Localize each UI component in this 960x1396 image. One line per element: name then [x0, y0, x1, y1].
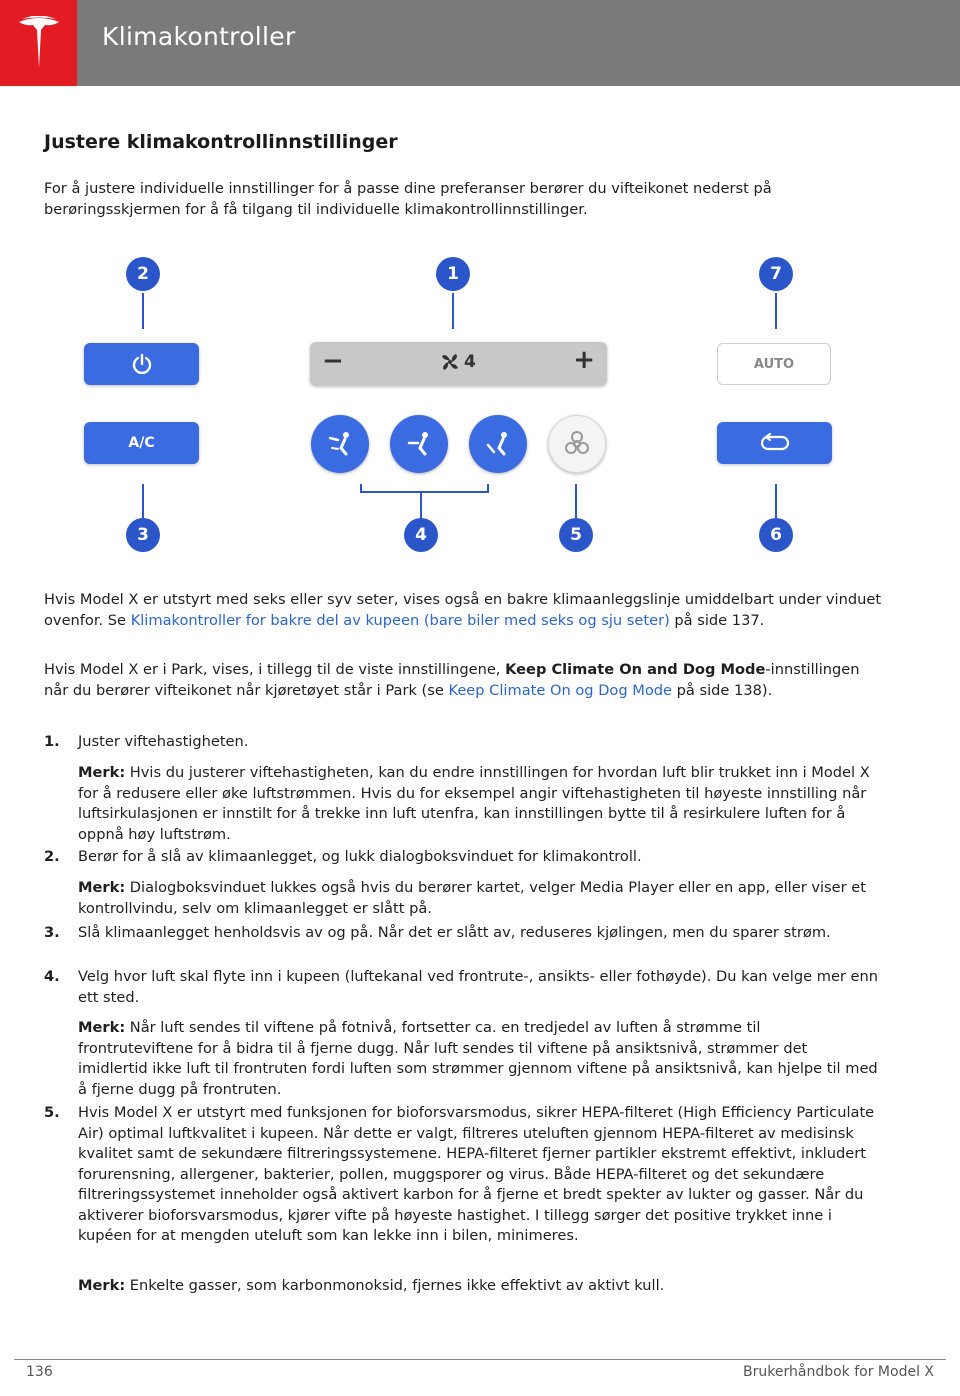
fan-level-value: 4	[464, 352, 476, 372]
fan-icon	[440, 352, 460, 372]
list-item: 1. Juster viftehastigheten.	[44, 733, 249, 750]
fan-decrease-button[interactable]: −	[322, 346, 344, 376]
park-paragraph: Hvis Model X er i Park, vises, i tillegg til de viste innstillingene, Keep Climate On and Dog Mode-innstillingen når du berører vifteikonet når kjøretøyet står i Park (se Keep Climate On og Dog Mode på side 138).	[44, 661, 860, 699]
callout-5-line	[575, 484, 577, 520]
callout-2: 2	[126, 257, 160, 291]
footer-divider	[14, 1359, 946, 1360]
windshield-airflow-icon	[324, 428, 356, 460]
bioweapon-defense-button[interactable]	[548, 415, 606, 473]
callout-4: 4	[404, 518, 438, 552]
tesla-t-icon	[15, 16, 63, 70]
airflow-feet-button[interactable]	[469, 415, 527, 473]
feet-airflow-icon	[482, 428, 514, 460]
page-header	[0, 0, 960, 86]
tesla-logo	[0, 0, 77, 86]
ac-button[interactable]: A/C	[84, 422, 199, 464]
note-5: Merk: Enkelte gasser, som karbonmonoksid, fjernes ikke effektivt av aktivt kull.	[78, 1277, 665, 1294]
fan-increase-button[interactable]: +	[573, 345, 595, 375]
list-item: 3. Slå klimaanlegget henholdsvis av og på. Når det er slått av, reduseres kjølingen, men du sparer strøm.	[44, 924, 831, 941]
face-airflow-icon	[403, 428, 435, 460]
note-1: Merk: Hvis du justerer viftehastigheten, kan du endre innstillingen for hvordan luft blir trukket inn i Model X for å redusere eller øke luftstrømmen. Hvis du for eksempel angir viftehastigheten til høyeste innstilling når luftsirkulasjonen er innstilt for å trekke inn luft utenfra, kan innstillingen bytte til å resirkulere luften for å oppnå høy luftstrøm.	[78, 764, 870, 843]
airflow-windshield-button[interactable]	[311, 415, 369, 473]
biohazard-icon	[561, 428, 593, 460]
airflow-face-button[interactable]	[390, 415, 448, 473]
callout-7: 7	[759, 257, 793, 291]
list-item: 4. Velg hvor luft skal flyte inn i kupeen (luftekanal ved frontrute-, ansikts- eller fothøyde). Du kan velge mer enn ett sted.	[44, 968, 879, 1006]
callout-4-line	[420, 492, 422, 520]
page-header-title: Klimakontroller	[102, 22, 296, 51]
footer-title: Brukerhåndbok for Model X	[743, 1364, 934, 1380]
list-item: 5. Hvis Model X er utstyrt med funksjonen for bioforsvarsmodus, sikrer HEPA-filteret (High Efficiency Particulate Air) optimal luftkvalitet i kupeen. Når dette er valgt, filtreres uteluften gjennom HEPA-filteret av medisinsk kvalitet samt de sekundære filtreringssystemene. HEPA-filteret fjerner partikler ekstremt effektivt, inkludert forurensning, allergener, bakterier, pollen, muggsporer og virus. Både HEPA-filteret og det sekundære filtreringssystemet inneholder også aktivert karbon for å fjerne et bredt spekter av lukter og gasser. Når du aktiverer bioforsvarsmodus, kjører vifte på høyeste hastighet. I tillegg sørger det positive trykket inne i kupéen for at mengden uteluft som kan lekke inn i bilen, minimeres.	[44, 1104, 875, 1244]
section-title: Justere klimakontrollinnstillinger	[44, 131, 398, 153]
callout-4-bracket	[360, 491, 489, 493]
keep-climate-link[interactable]: Keep Climate On og Dog Mode	[448, 681, 673, 699]
callout-1-line	[452, 293, 454, 329]
callout-6-line	[775, 484, 777, 520]
recirculate-button[interactable]	[717, 422, 832, 464]
callout-7-line	[775, 293, 777, 329]
recirculate-icon	[760, 433, 790, 453]
auto-button[interactable]: AUTO	[717, 343, 831, 385]
power-button[interactable]	[84, 343, 199, 385]
power-icon	[131, 353, 153, 375]
note-4: Merk: Når luft sendes til viftene på fotnivå, fortsetter ca. en tredjedel av luften å strømme til frontruteviftene for å bidra til å fjerne dugg. Når luft sendes til viftene på ansiktsnivå, strømmer det imidlertid ikke luft til frontruten fordi luften som strømmer gjennom viftene på ansiktsnivå, kan hjelpe til med å fjerne dugg på frontruten.	[78, 1019, 878, 1098]
climate-controls-figure	[0, 250, 960, 560]
fan-speed-bar[interactable]	[310, 342, 607, 386]
intro-paragraph: For å justere individuelle innstillinger for å passe dine preferanser berører du vifteikonet nederst på berøringsskjermen for å få tilgang til individuelle klimakontrollinnstillinger.	[44, 180, 772, 218]
callout-6: 6	[759, 518, 793, 552]
callout-3: 3	[126, 518, 160, 552]
page-number: 136	[26, 1364, 53, 1380]
fan-level-display	[440, 352, 476, 372]
callout-3-line	[142, 484, 144, 520]
rear-climate-link[interactable]: Klimakontroller for bakre del av kupeen (bare biler med seks og sju seter)	[130, 611, 670, 629]
callout-2-line	[142, 293, 144, 329]
list-item: 2. Berør for å slå av klimaanlegget, og lukk dialogboksvinduet for klimakontroll.	[44, 848, 642, 865]
callout-5: 5	[559, 518, 593, 552]
note-2: Merk: Dialogboksvinduet lukkes også hvis du berører kartet, velger Media Player eller en app, eller viser et kontrollvindu, selv om klimaanlegget er slått på.	[78, 879, 866, 917]
rear-climate-paragraph: Hvis Model X er utstyrt med seks eller syv seter, vises også en bakre klimaanleggslinje umiddelbart under vinduet ovenfor. Se Klimakontroller for bakre del av kupeen (bare biler med seks og sju seter) på side 137.	[44, 591, 882, 629]
callout-1: 1	[436, 257, 470, 291]
